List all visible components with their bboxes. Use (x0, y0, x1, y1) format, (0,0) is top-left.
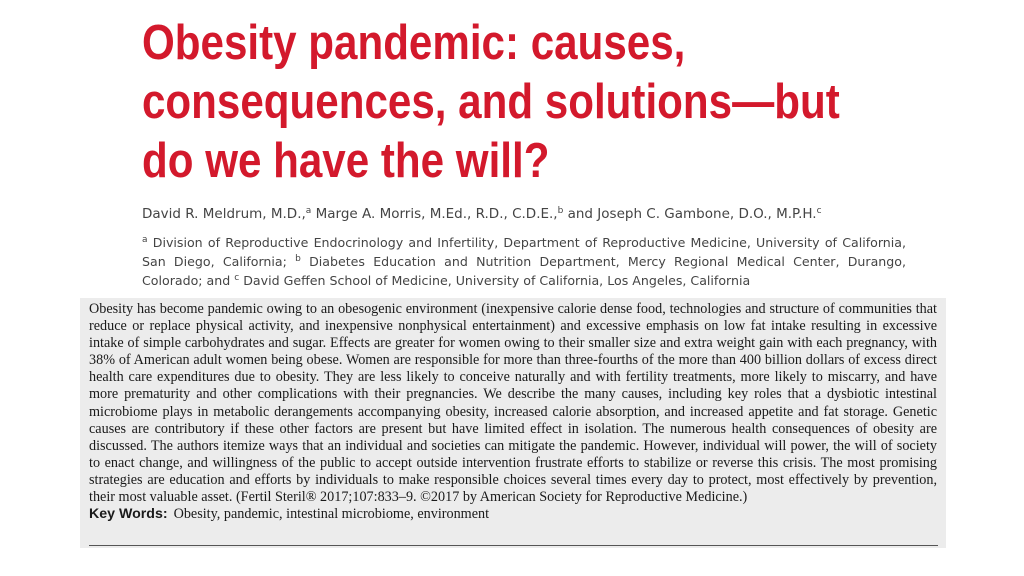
paper-title (142, 14, 882, 191)
keywords-label: Key Words: (89, 506, 168, 523)
author-3: and Joseph C. Gambone, D.O., M.P.H. (563, 206, 817, 222)
author-1-affiliation-mark: a (305, 206, 312, 216)
author-3-affiliation-mark: c (816, 206, 822, 216)
affiliation-a-mark: a (142, 235, 148, 245)
abstract-text: Obesity has become pandemic owing to an obesogenic environment (inexpensive calorie dense food, technologies and structure of communities that reduce or replace physical activity, and inexpensive nonphysical entertainment) and excessive emphasis on low fat intake resulting in excessive intake of simple carbohydrates and sugar. Effects are greater for women owing to their smaller size and extra weight gain with each pregnancy, with 38% of American adult women being obese. Women are responsible for more than three-fourths of the more than 400 billion dollars of excess direct health care expenditures due to obesity. They are less likely to conceive naturally and with fertility treatments, more likely to miscarry, and have more prematurity and other complications with their pregnancies. We describe the many causes, including key roles that a dysbiotic intestinal microbiome plays in metabolic derangements accompanying obesity, increased calorie absorption, and increased appetite and fat storage. Genetic causes are contributory if these other factors are present but have limited effect in isolation. The numerous health consequences of obesity are discussed. The authors itemize ways that an individual and societies can mitigate the pandemic. However, individual will power, the will of society to enact change, and willingness of the public to accept outside intervention frustrate efforts to stabilize or reverse this crisis. The most promising strategies are education and efforts by individuals to make responsible choices several times every day to protect, most effectively by prevention, their most valuable asset. (Fertil Steril® 2017;107:833–9. ©2017 by American Society for Reproductive Medicine.) (89, 301, 937, 506)
author-2: Marge A. Morris, M.Ed., R.D., C.D.E., (311, 206, 558, 222)
title-line-1: Obesity pandemic: causes, (142, 16, 686, 70)
section-divider (89, 545, 938, 546)
author-2-affiliation-mark: b (557, 206, 564, 216)
keywords-line (89, 506, 937, 523)
affiliation-c-mark: c (234, 273, 240, 283)
affiliations (142, 232, 906, 289)
author-1: David R. Meldrum, M.D., (142, 206, 306, 222)
affiliation-c: David Geffen School of Medicine, University of California, Los Angeles, California (239, 273, 751, 288)
author-list (142, 206, 942, 222)
affiliation-b: Diabetes Education and Nutrition Department, Mercy Regional Medical Center, Durango, Colorado; and (142, 254, 906, 288)
affiliation-b-mark: b (295, 254, 301, 264)
title-line-2: consequences, and solutions—but (142, 75, 840, 129)
abstract-box (80, 298, 946, 548)
keywords-value: Obesity, pandemic, intestinal microbiome, environment (173, 506, 490, 523)
title-line-3: do we have the will? (142, 134, 550, 188)
affiliation-a: Division of Reproductive Endocrinology and Infertility, Department of Reproductive Medicine, University of California, San Diego, California; (142, 235, 906, 269)
